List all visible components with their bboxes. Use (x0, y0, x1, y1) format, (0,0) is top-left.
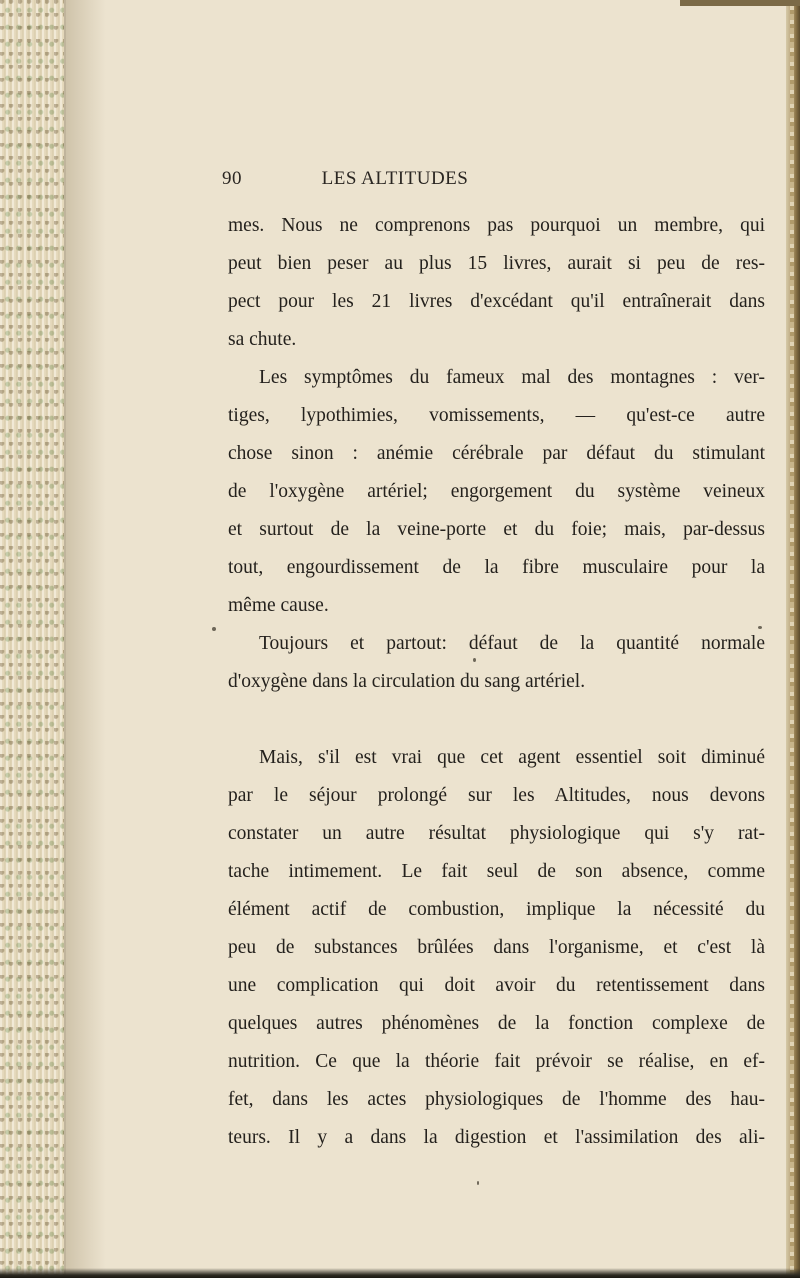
body-text (228, 207, 765, 1157)
page-header (0, 168, 800, 198)
text-line: même cause. (228, 595, 329, 616)
text-line: Les symptômes du fameux mal des montagnes : ver- (259, 367, 765, 388)
ink-speck (477, 1181, 479, 1185)
running-head-wrap (0, 168, 800, 190)
text-line: de l'oxygène artériel; engorgement du système veineux (228, 481, 765, 502)
text-line: tout, engourdissement de la fibre musculaire pour la (228, 557, 765, 578)
text-line: peu de substances brûlées dans l'organisme, et c'est là (228, 937, 765, 958)
page-bottom-edge (0, 1268, 800, 1278)
text-line: nutrition. Ce que la théorie fait prévoir se réalise, en ef- (228, 1051, 765, 1072)
paragraph-gap (228, 701, 765, 739)
text-line: une complication qui doit avoir du retentissement dans (228, 975, 765, 996)
page-top-edge (680, 0, 800, 6)
ink-speck (473, 658, 476, 662)
text-line: tache intimement. Le fait seul de son absence, comme (228, 861, 765, 882)
text-line: tiges, lypothimies, vomissements, — qu'est-ce autre (228, 405, 765, 426)
text-line: élément actif de combustion, implique la nécessité du (228, 899, 765, 920)
page-number: 90 (222, 168, 242, 189)
text-line: chose sinon : anémie cérébrale par défaut du stimulant (228, 443, 765, 464)
ink-speck (758, 626, 762, 629)
text-line: constater un autre résultat physiologique qui s'y rat- (228, 823, 765, 844)
text-line: teurs. Il y a dans la digestion et l'assimilation des ali- (228, 1127, 765, 1148)
text-line: par le séjour prolongé sur les Altitudes, nous devons (228, 785, 765, 806)
text-line: fet, dans les actes physiologiques de l'homme des hau- (228, 1089, 765, 1110)
text-line: sa chute. (228, 329, 297, 350)
text-line: pect pour les 21 livres d'excédant qu'il entraînerait dans (228, 291, 765, 312)
text-line: et surtout de la veine-porte et du foie; mais, par-dessus (228, 519, 765, 540)
running-head: LES ALTITUDES (321, 168, 469, 189)
text-line: d'oxygène dans la circulation du sang artériel. (228, 671, 586, 692)
text-line: mes. Nous ne comprenons pas pourquoi un membre, qui (228, 215, 765, 236)
text-line: peut bien peser au plus 15 livres, aurait si peu de res- (228, 253, 765, 274)
text-line: quelques autres phénomènes de la fonction complexe de (228, 1013, 765, 1034)
ink-speck (212, 627, 216, 631)
text-line: Mais, s'il est vrai que cet agent essentiel soit diminué (259, 747, 765, 768)
text-line: Toujours et partout: défaut de la quantité normale (259, 633, 765, 654)
